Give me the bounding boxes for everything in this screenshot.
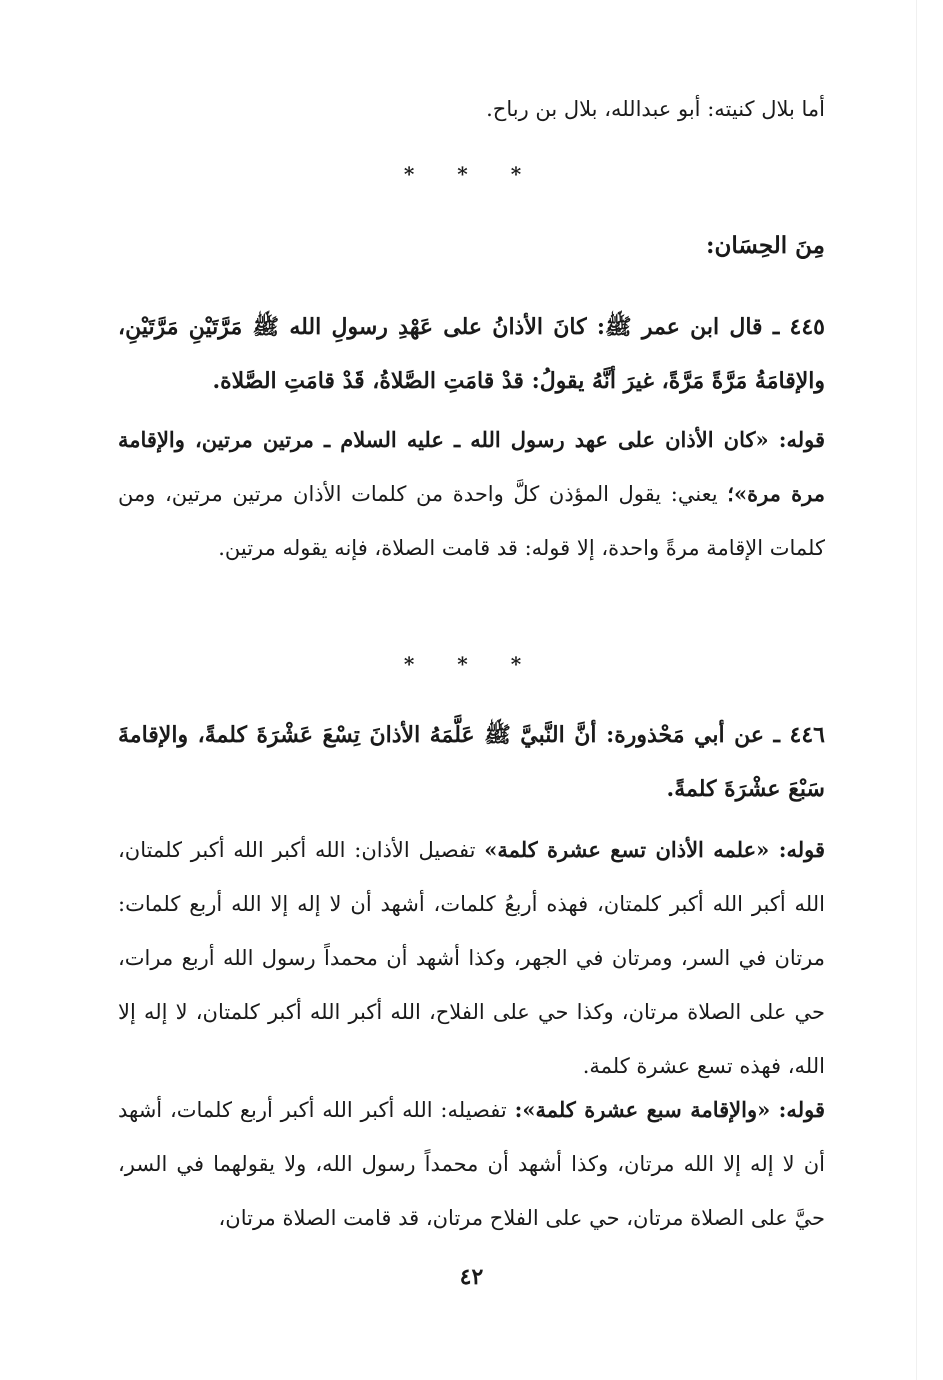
commentary-446-adhan	[118, 823, 825, 1093]
separator-2: * * *	[403, 652, 540, 676]
page-number: ٤٢	[459, 1264, 484, 1290]
hadith-445: ٤٤٥ ـ قال ابن عمر ﷺ: كانَ الأذانُ على عَهْدِ رسولِ الله ﷺ مَرَّتَيْنِ مَرَّتَيْنِ، والإقامَةُ مَرَّةً مَرَّةً، غيرَ أنَّهُ يقولُ: قدْ قامَتِ الصَّلاةُ، قَدْ قامَتِ الصَّلاة.	[118, 314, 825, 394]
commentary-446-iqama-body: تفصيله: الله أكبر الله أكبر أربع كلمات، أشهد أن لا إله إلا الله مرتان، وكذا أشهد أن محمداً رسول الله، ولا يقولهما في السر، حيَّ على الصلاة مرتان، حي على الفلاح مرتان، قد قامت الصلاة مرتان،	[118, 1098, 825, 1230]
page-edge	[916, 0, 917, 1380]
commentary-445-body: يعني: يقول المؤذن كلَّ واحدة من كلمات الأذان مرتين مرتين، ومن كلمات الإقامة مرةً واحدة، إلا قوله: قد قامت الصلاة، فإنه يقوله مرتين.	[118, 482, 825, 560]
commentary-446-iqama-lead: قوله: «والإقامة سبع عشرة كلمة»:	[514, 1097, 825, 1122]
intro-line: أما بلال كنيته: أبو عبدالله، بلال بن رباح.	[486, 97, 825, 121]
commentary-446-adhan-body: تفصيل الأذان: الله أكبر الله أكبر كلمتان، الله أكبر الله أكبر كلمتان، فهذه أربعُ كلمات، أشهد أن لا إله إلا الله أربع كلمات: مرتان في السر، ومرتان في الجهر، وكذا أشهد أن محمداً رسول الله أربع مرات، حي على الصلاة مرتان، وكذا حي على الفلاح، الله أكبر الله أكبر كلمتان، لا إله إلا الله، فهذه تسع عشرة كلمة.	[118, 838, 825, 1078]
section-heading: مِنَ الحِسَان:	[706, 232, 825, 259]
commentary-445	[118, 413, 825, 575]
commentary-446-iqama	[118, 1083, 825, 1245]
commentary-445-lead: قوله: «كان الأذان على عهد رسول الله ـ عليه السلام ـ مرتين مرتين، والإقامة مرة مرة»؛	[118, 427, 825, 506]
separator-1: * * *	[403, 162, 540, 186]
commentary-446-adhan-lead: قوله: «علمه الأذان تسع عشرة كلمة»	[484, 837, 825, 862]
hadith-446: ٤٤٦ ـ عن أبي مَحْذورة: أنَّ النَّبيَّ ﷺ عَلَّمَهُ الأذانَ تِسْعَ عَشْرَةَ كلمةً، والإقامةَ سَبْعَ عشْرَةَ كلمةً.	[118, 722, 825, 802]
